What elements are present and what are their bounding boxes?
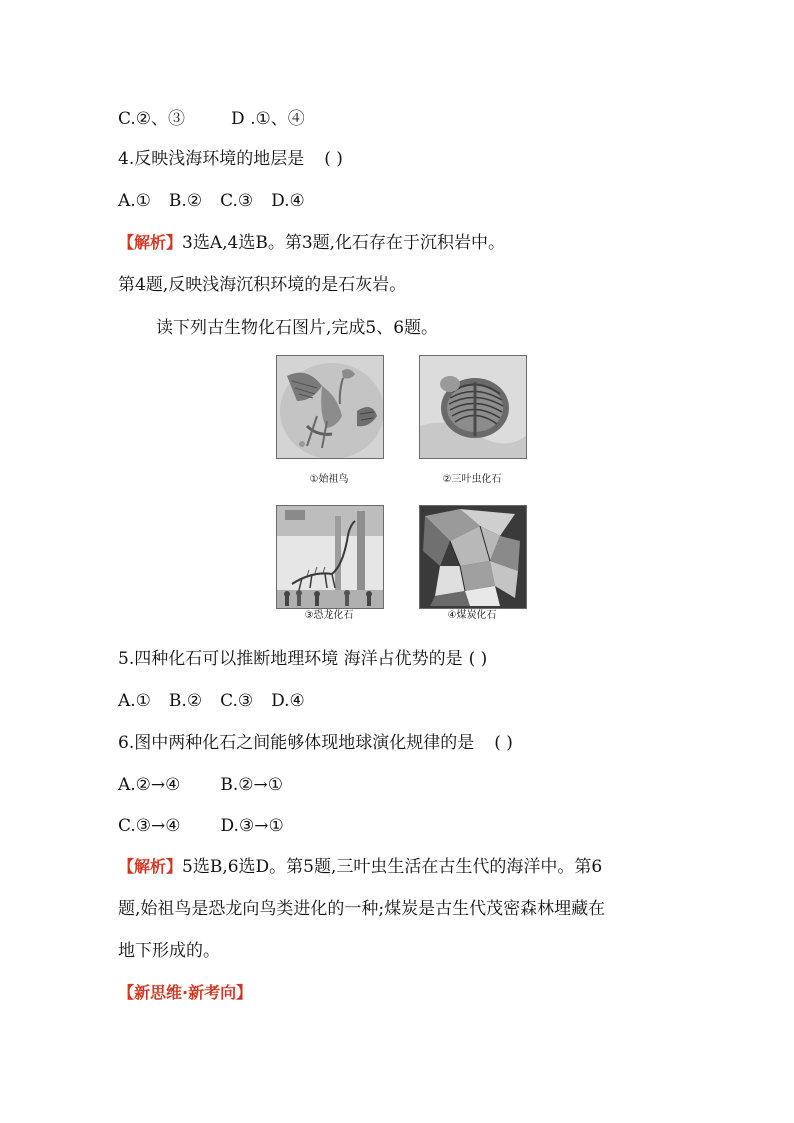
- q5-options: [118, 690, 305, 712]
- dinosaur-skeleton-photo: [276, 505, 384, 609]
- analysis-5-6-line2: 题,始祖鸟是恐龙向鸟类进化的一种;煤炭是古生代茂密森林埋藏在: [118, 899, 606, 919]
- figure-caption-4: ④煤炭化石: [447, 610, 497, 621]
- analysis-tag: 【解析】: [118, 857, 183, 876]
- q3-options-line: [118, 108, 305, 130]
- coal-fossil-photo: [419, 505, 527, 609]
- analysis-5-6-line3: 地下形成的。: [118, 941, 220, 961]
- option-b: B.②→①: [220, 775, 284, 795]
- option-c: C.②、③: [118, 109, 186, 129]
- analysis-5-6-line1: 【解析】5选B,6选D。第5题,三叶虫生活在古生代的海洋中。第6: [118, 857, 603, 877]
- option-a: A.②→④: [118, 775, 181, 795]
- figure-caption-1: ①始祖鸟: [309, 474, 349, 485]
- option-d: D .①、④: [231, 109, 305, 129]
- trilobite-fossil-photo: [419, 355, 527, 459]
- option-b: B.②: [168, 691, 203, 711]
- analysis-tag: 【解析】: [118, 233, 183, 252]
- option-d: D.④: [271, 691, 305, 711]
- option-d: D.③→①: [220, 816, 284, 836]
- analysis-3-4-line1: 【解析】3选A,4选B。第3题,化石存在于沉积岩中。: [118, 233, 506, 253]
- option-a: A.①: [118, 191, 151, 211]
- q6-options-row2: [118, 815, 284, 837]
- archaeopteryx-fossil-photo: [276, 355, 384, 459]
- option-c: C.③→④: [118, 816, 181, 836]
- option-a: A.①: [118, 691, 151, 711]
- answer-paren: ( ): [468, 649, 488, 669]
- option-b: B.②: [168, 191, 203, 211]
- answer-paren: ( ): [324, 149, 343, 169]
- analysis-3-4-line2: 第4题,反映浅海沉积环境的是石灰岩。: [118, 275, 407, 295]
- q6-stem: 6.图中两种化石之间能够体现地球演化规律的是 ( ): [118, 733, 513, 753]
- section-heading: 【新思维·新考向】: [118, 983, 253, 1002]
- q5-stem: 5.四种化石可以推断地理环境 海洋占优势的是 ( ): [118, 649, 488, 669]
- figure-caption-3: ③恐龙化石: [304, 610, 354, 621]
- figure-caption-2: ②三叶虫化石: [442, 474, 502, 485]
- option-c: C.③: [220, 691, 254, 711]
- option-c: C.③: [220, 191, 254, 211]
- q6-options-row1: [118, 774, 283, 796]
- figure-intro: 读下列古生物化石图片,完成5、6题。: [156, 318, 439, 338]
- q4-options: [118, 190, 305, 212]
- option-d: D.④: [271, 191, 305, 211]
- answer-paren: ( ): [494, 733, 513, 753]
- q4-stem: 4.反映浅海环境的地层是 ( ): [118, 149, 343, 169]
